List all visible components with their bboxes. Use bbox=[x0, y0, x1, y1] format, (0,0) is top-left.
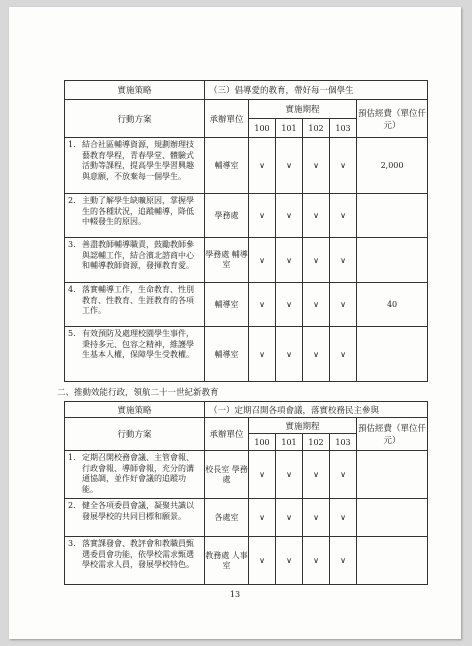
year-header: 102 bbox=[303, 434, 330, 451]
row-number: 3. bbox=[68, 539, 76, 548]
page-number: 13 bbox=[229, 590, 241, 599]
row-text: 有效預防及處理校園學生事件，秉持多元、包容之精神，維護學生基本人權，保障學生受教權。 bbox=[82, 329, 194, 359]
col-budget-header: 預估經費（單位仟元） bbox=[357, 100, 428, 138]
row-number: 2. bbox=[68, 196, 76, 205]
row-number: 2. bbox=[68, 501, 76, 510]
row-text: 落實輔導工作，生命教育、性別教育、性教育、生涯教育的各項工作。 bbox=[82, 285, 194, 315]
check-mark: ∨ bbox=[276, 537, 303, 585]
strategy-table-2 bbox=[64, 401, 428, 585]
row-unit: 輔導室 bbox=[205, 327, 249, 382]
row-text: 主動了解學生缺曠原因，掌握學生的各種狀況，追蹤輔導，降低中輟發生的原因。 bbox=[82, 196, 194, 226]
check-mark: ∨ bbox=[303, 499, 330, 537]
check-mark: ∨ bbox=[276, 499, 303, 537]
col-plan-header: 行動方案 bbox=[65, 100, 205, 138]
year-header: 101 bbox=[276, 434, 303, 451]
row-number: 1. bbox=[68, 453, 76, 462]
row-budget bbox=[357, 238, 428, 283]
row-unit: 輔導室 bbox=[205, 138, 249, 194]
table-row bbox=[65, 194, 428, 238]
year-header: 102 bbox=[303, 119, 330, 138]
row-number: 1. bbox=[68, 140, 76, 149]
col-unit-header: 承辦單位 bbox=[205, 100, 249, 138]
table-row bbox=[65, 138, 428, 194]
row-budget bbox=[357, 537, 428, 585]
check-mark: ∨ bbox=[330, 537, 357, 585]
row-budget bbox=[357, 451, 428, 499]
check-mark: ∨ bbox=[249, 238, 276, 283]
row-number: 5. bbox=[68, 329, 76, 338]
check-mark: ∨ bbox=[303, 194, 330, 238]
table-row bbox=[65, 537, 428, 585]
check-mark: ∨ bbox=[330, 283, 357, 327]
strategy-table-1 bbox=[64, 80, 428, 382]
check-mark: ∨ bbox=[303, 138, 330, 194]
table-row bbox=[65, 451, 428, 499]
row-unit: 校長室 學務處 bbox=[205, 451, 249, 499]
row-budget: 2,000 bbox=[357, 138, 428, 194]
check-mark: ∨ bbox=[249, 499, 276, 537]
check-mark: ∨ bbox=[249, 451, 276, 499]
col-period-header: 實施期程 bbox=[249, 418, 357, 434]
check-mark: ∨ bbox=[249, 537, 276, 585]
check-mark: ∨ bbox=[276, 283, 303, 327]
row-text: 健全各項委員會議，凝聚共識以發展學校的共同目標和願景。 bbox=[82, 501, 194, 521]
check-mark: ∨ bbox=[330, 327, 357, 382]
check-mark: ∨ bbox=[276, 138, 303, 194]
check-mark: ∨ bbox=[249, 327, 276, 382]
year-header: 101 bbox=[276, 119, 303, 138]
row-budget bbox=[357, 194, 428, 238]
table-row bbox=[65, 238, 428, 283]
year-header: 103 bbox=[330, 434, 357, 451]
check-mark: ∨ bbox=[303, 537, 330, 585]
check-mark: ∨ bbox=[276, 238, 303, 283]
row-unit: 教務處 人事室 bbox=[205, 537, 249, 585]
check-mark: ∨ bbox=[276, 451, 303, 499]
check-mark: ∨ bbox=[330, 138, 357, 194]
row-number: 4. bbox=[68, 285, 76, 294]
year-header: 103 bbox=[330, 119, 357, 138]
col-budget-header: 預估經費（單位仟元） bbox=[357, 418, 428, 451]
strategy-value: （一）定期召開各項會議，落實校務民主參與 bbox=[205, 402, 428, 418]
check-mark: ∨ bbox=[276, 327, 303, 382]
check-mark: ∨ bbox=[330, 194, 357, 238]
check-mark: ∨ bbox=[303, 451, 330, 499]
row-number: 3. bbox=[68, 240, 76, 249]
check-mark: ∨ bbox=[249, 194, 276, 238]
row-text: 定期召開校務會議、主管會報、行政會報、導師會報，充分的溝通協調，並作好會議的追蹤功能。 bbox=[82, 453, 194, 494]
row-text: 結合社區輔導資源，規劃辦理技藝教育學程，青春學堂、體驗式活動等課程，提高學生學習興趣與意願，不放棄每一個學生。 bbox=[82, 140, 194, 181]
row-text: 善盡教師輔導職責，鼓勵教師參與認輔工作，結合濱北諮商中心和輔導教師資源，發揮教育愛。 bbox=[82, 240, 194, 270]
section-heading: 二、推動效能行政，領航二十一世紀新教育 bbox=[57, 388, 219, 398]
row-unit: 輔導室 bbox=[205, 283, 249, 327]
row-budget bbox=[357, 499, 428, 537]
col-period-header: 實施期程 bbox=[249, 100, 357, 119]
strategy-label: 實施策略 bbox=[65, 81, 205, 100]
table-row bbox=[65, 283, 428, 327]
year-header: 100 bbox=[249, 119, 276, 138]
check-mark: ∨ bbox=[276, 194, 303, 238]
strategy-value: （三）倡導愛的教育，帶好每一個學生 bbox=[205, 81, 428, 100]
check-mark: ∨ bbox=[303, 327, 330, 382]
row-budget: 40 bbox=[357, 283, 428, 327]
col-plan-header: 行動方案 bbox=[65, 418, 205, 451]
table-row bbox=[65, 327, 428, 382]
row-text: 落實課發會、教評會和教職員甄選委員會功能，依學校需求甄選學校需求人員，發展學校特色。 bbox=[82, 539, 194, 569]
row-unit: 學務處 bbox=[205, 194, 249, 238]
row-unit: 學務處 輔導室 bbox=[205, 238, 249, 283]
row-unit: 各處室 bbox=[205, 499, 249, 537]
check-mark: ∨ bbox=[330, 499, 357, 537]
check-mark: ∨ bbox=[330, 238, 357, 283]
strategy-label: 實施策略 bbox=[65, 402, 205, 418]
check-mark: ∨ bbox=[303, 238, 330, 283]
table-row bbox=[65, 499, 428, 537]
check-mark: ∨ bbox=[330, 451, 357, 499]
year-header: 100 bbox=[249, 434, 276, 451]
row-budget bbox=[357, 327, 428, 382]
document-page bbox=[9, 7, 461, 639]
col-unit-header: 承辦單位 bbox=[205, 418, 249, 451]
check-mark: ∨ bbox=[249, 283, 276, 327]
check-mark: ∨ bbox=[249, 138, 276, 194]
check-mark: ∨ bbox=[303, 283, 330, 327]
